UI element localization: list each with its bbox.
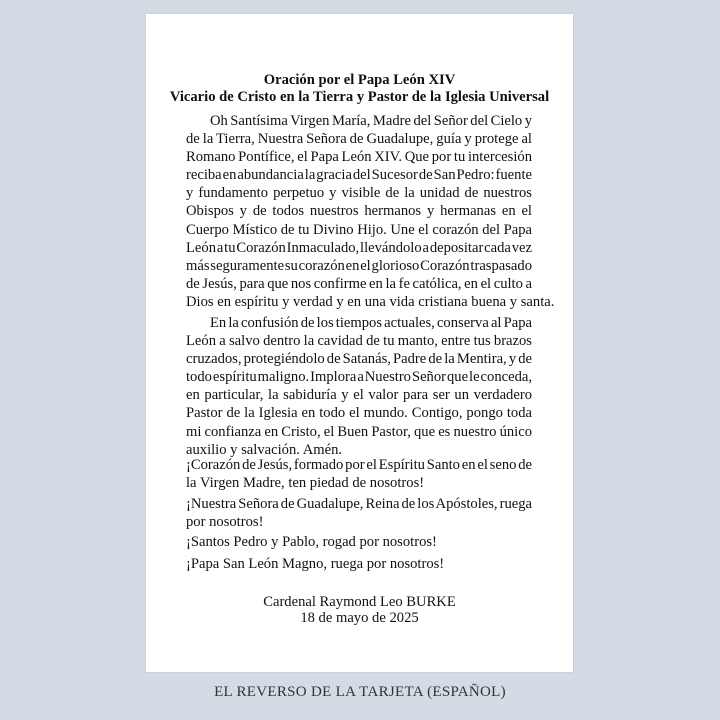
paragraph-line: León a tu Corazón Inmaculado, llevándolo a depositar cada vez — [186, 239, 532, 256]
paragraph-line: Dios en espíritu y verdad y en una vida cristiana buena y santa. — [186, 293, 555, 310]
signature-date: 18 de mayo de 2025 — [300, 610, 419, 626]
paragraph-line: reciba en abundancia la gracia del Sucesor de San Pedro: fuente — [186, 167, 532, 184]
paragraph-line: Obispos y de todos nuestros hermanos y hermanas en el — [186, 203, 532, 220]
invocation-line: por nosotros! — [186, 514, 264, 530]
prayer-title: Oración por el Papa León XIV — [263, 72, 456, 88]
paragraph-line: Cuerpo Místico de tu Divino Hijo. Une el corazón del Papa — [186, 221, 532, 238]
image-caption: EL REVERSO DE LA TARJETA (ESPAÑOL) — [214, 684, 506, 700]
paragraph-line: mi confianza en Cristo, el Buen Pastor, que es nuestro único — [186, 423, 532, 440]
paragraph-line: Romano Pontífice, el Papa León XIV. Que por tu intercesión — [186, 149, 532, 166]
invocation-leo-the-great — [186, 555, 532, 573]
paragraph-line: León a salvo dentro la cavidad de tu manto, entre tus brazos — [186, 333, 532, 350]
paragraph-line: cruzados, protegiéndolo de Satanás, Padre de la Mentira, y de — [186, 351, 532, 368]
paragraph-line: auxilio y salvación. Amén. — [186, 441, 343, 458]
invocation-line: ¡Papa San León Magno, ruega por nosotros! — [186, 556, 445, 572]
paragraph-line: y fundamento perpetuo y visible de la unidad de nuestros — [186, 185, 532, 202]
invocation-sacred-heart — [186, 456, 532, 492]
paragraph-line: de Jesús, para que nos confirme en la fe católica, en el culto a — [186, 275, 532, 292]
invocation-line: ¡Santos Pedro y Pablo, rogad por nosotros! — [186, 534, 437, 550]
signature-name: Cardenal Raymond Leo BURKE — [263, 594, 456, 610]
prayer-subtitle: Vicario de Cristo en la Tierra y Pastor de la Iglesia Universal — [169, 89, 550, 105]
prayer-card — [146, 14, 573, 672]
paragraph-line: todo espíritu maligno. Implora a Nuestro Señor que le conceda, — [186, 369, 532, 386]
paragraph-line: Oh Santísima Virgen María, Madre del Señor del Cielo y — [210, 113, 532, 129]
prayer-paragraph-1 — [186, 112, 555, 311]
invocation-peter-paul — [186, 533, 532, 551]
paragraph-line: En la confusión de los tiempos actuales, conserva al Papa — [210, 315, 532, 331]
paragraph-line: Pastor de la Iglesia en todo el mundo. Contigo, pongo toda — [186, 405, 532, 422]
invocation-line: la Virgen Madre, ten piedad de nosotros! — [186, 475, 425, 491]
paragraph-line: de la Tierra, Nuestra Señora de Guadalupe, guía y protege al — [186, 131, 532, 148]
invocation-guadalupe — [186, 495, 532, 531]
invocation-line: ¡Corazón de Jesús, formado por el Espíritu Santo en el seno de — [186, 457, 532, 473]
paragraph-line: más seguramente su corazón en el glorioso Corazón traspasado — [186, 257, 532, 274]
prayer-paragraph-2 — [186, 314, 532, 459]
paragraph-line: en particular, la sabiduría y el valor para ser un verdadero — [186, 387, 532, 404]
invocation-line: ¡Nuestra Señora de Guadalupe, Reina de los Apóstoles, ruega — [186, 496, 532, 512]
